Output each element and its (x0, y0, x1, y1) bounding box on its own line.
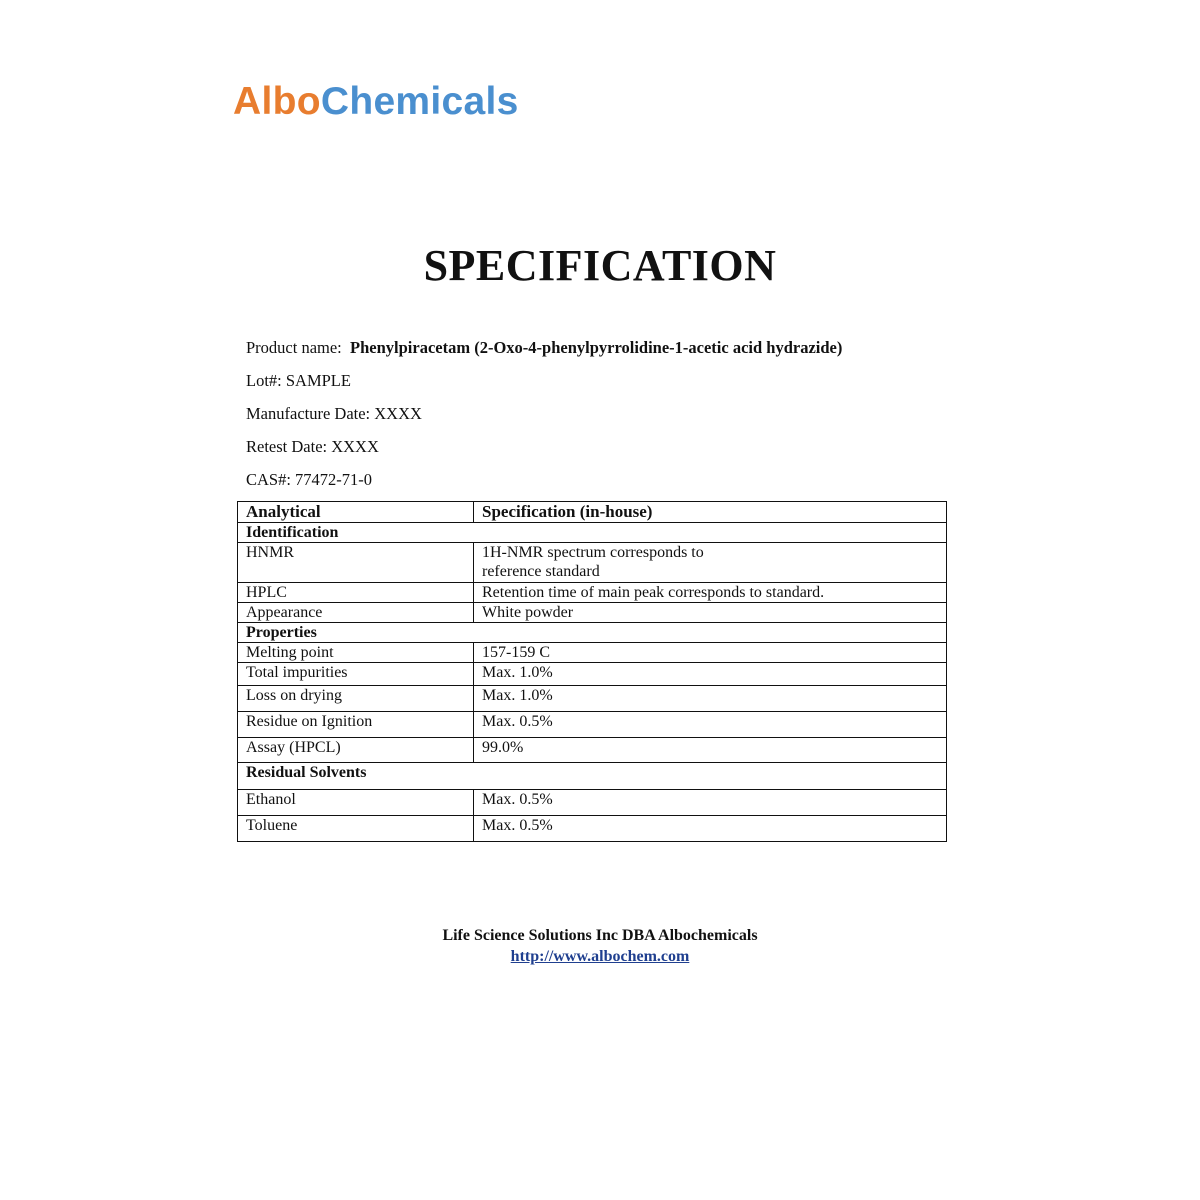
analytical-cell: Assay (HPCL) (238, 738, 474, 763)
specification-cell: 1H-NMR spectrum corresponds to reference standard (474, 543, 947, 583)
logo-part-chemicals: Chemicals (320, 80, 519, 123)
table-row (238, 543, 947, 583)
analytical-cell: HPLC (238, 583, 474, 603)
table-row (238, 686, 947, 712)
table-row (238, 790, 947, 816)
website-link[interactable]: http://www.albochem.com (510, 948, 690, 965)
analytical-cell: Total impurities (238, 663, 474, 686)
section-row (238, 623, 947, 643)
table-header-row (238, 502, 947, 523)
cas-number: CAS#: 77472-71-0 (246, 470, 373, 489)
manufacture-date: Manufacture Date: XXXX (246, 404, 422, 423)
analytical-cell: Ethanol (238, 790, 474, 816)
specification-table (237, 501, 947, 842)
product-name-value: Phenylpiracetam (2-Oxo-4-phenylpyrrolidine-1-acetic acid hydrazide) (350, 338, 843, 357)
retest-date: Retest Date: XXXX (246, 437, 379, 456)
company-logo (233, 78, 519, 126)
specification-cell: Max. 0.5% (474, 712, 947, 738)
header-specification: Specification (in-house) (474, 502, 947, 523)
specification-cell: White powder (474, 603, 947, 623)
specification-cell: Max. 0.5% (474, 816, 947, 842)
table-row (238, 663, 947, 686)
section-row (238, 763, 947, 790)
specification-cell: Max. 1.0% (474, 663, 947, 686)
analytical-cell: Residue on Ignition (238, 712, 474, 738)
specification-cell: Max. 0.5% (474, 790, 947, 816)
table-row (238, 712, 947, 738)
section-label: Identification (238, 523, 947, 543)
product-name-label: Product name: (246, 338, 342, 357)
header-analytical: Analytical (238, 502, 474, 523)
logo-part-albo: Albo (233, 80, 321, 123)
specification-cell: 99.0% (474, 738, 947, 763)
table-row (238, 643, 947, 663)
specification-cell: Max. 1.0% (474, 686, 947, 712)
section-row (238, 523, 947, 543)
table-row (238, 603, 947, 623)
table-row (238, 583, 947, 603)
section-label: Properties (238, 623, 947, 643)
footer-company: Life Science Solutions Inc DBA Albochemicals (442, 927, 758, 944)
table-row (238, 816, 947, 842)
analytical-cell: Melting point (238, 643, 474, 663)
product-name-line (246, 338, 842, 358)
specification-cell: 157-159 C (474, 643, 947, 663)
specification-cell: Retention time of main peak corresponds to standard. (474, 583, 947, 603)
document-title: SPECIFICATION (423, 241, 777, 290)
footer-link-wrapper (0, 946, 1200, 967)
analytical-cell: Toluene (238, 816, 474, 842)
section-label: Residual Solvents (238, 763, 947, 790)
analytical-cell: Loss on drying (238, 686, 474, 712)
lot-number: Lot#: SAMPLE (246, 371, 351, 390)
analytical-cell: HNMR (238, 543, 474, 583)
analytical-cell: Appearance (238, 603, 474, 623)
table-row (238, 738, 947, 763)
